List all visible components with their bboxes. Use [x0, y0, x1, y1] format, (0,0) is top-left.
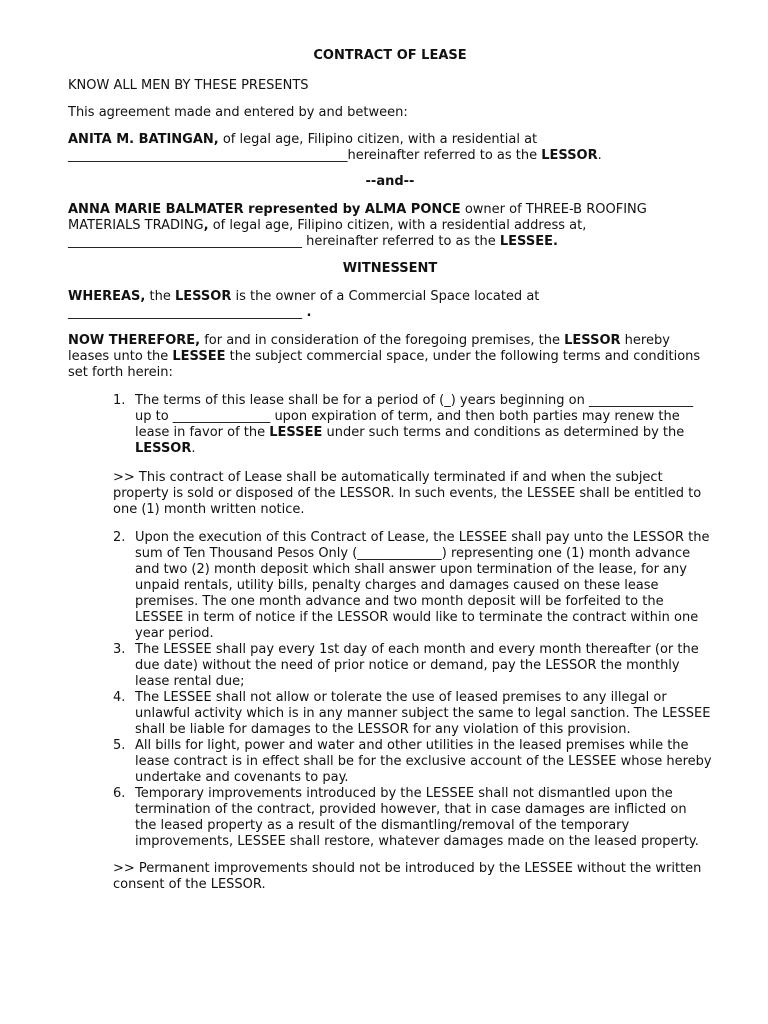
lessee-line2: of legal age, Filipino citizen, with a residential address at, — [208, 218, 587, 233]
now-therefore-lessor: LESSOR — [564, 333, 621, 348]
term-text: Upon the execution of this Contract of Lease, the LESSEE shall pay unto the LESSOR the sum of Ten Thousand Pesos Only (_____________) representing one (1) month advance and two (2) month deposit which shall answer upon termination of the lease, for any unpaid rentals, utility bills, penalty charges and damages caused on these lease premises. The one month advance and two month deposit will be forfeited to the LESSEE in term of notice if the LESSOR would like to terminate the contract within one year period. — [135, 530, 710, 641]
list-item — [68, 690, 712, 738]
terms-list-first — [68, 393, 712, 457]
and-separator-text: --and-- — [365, 174, 415, 189]
lessee-comma: , — [203, 218, 209, 233]
term-number: 6. — [113, 786, 126, 801]
now-therefore-paragraph — [68, 333, 712, 381]
permanent-improvements-note: >> Permanent improvements should not be introduced by the LESSEE without the written consent of the LESSOR. — [113, 861, 702, 892]
term-text: The LESSEE shall pay every 1st day of each month and every month thereafter (or the due date) without the need of prior notice or demand, pay the LESSOR the monthly lease rental due; — [135, 642, 699, 689]
lessee-party-paragraph — [68, 202, 712, 250]
term-text: Temporary improvements introduced by the LESSEE shall not dismantled upon the termination of the contract, provided however, that in case damages are inflicted on the leased property as a result of the dismantling/removal of the temporary improvements, LESSEE shall restore, whatever damages made on the leased property. — [135, 786, 699, 849]
term-text: The LESSEE shall not allow or tolerate the use of leased premises to any illegal or unlawful activity which is in any manner subject the same to legal sanction. The LESSEE shall be liable for damages to the LESSOR for any violation of this provision. — [135, 690, 711, 737]
lessor-end: . — [597, 148, 602, 163]
witnessent-text: WITNESSENT — [342, 261, 438, 276]
terms-list-second — [68, 530, 712, 850]
lessee-address-blank: ____________________________________ — [68, 234, 302, 249]
now-therefore-lessee: LESSEE — [172, 349, 226, 364]
lessee-role: LESSEE. — [499, 234, 558, 249]
list-item — [68, 530, 712, 642]
term1-text2: under such terms and conditions as determined by the — [322, 425, 685, 440]
intro-paragraph: This agreement made and entered by and between: — [68, 105, 408, 120]
witnessent-heading — [68, 261, 712, 277]
term-number: 2. — [113, 530, 126, 545]
term1-lessor: LESSOR — [135, 441, 192, 456]
whereas-paragraph — [68, 289, 712, 321]
whereas-text2: is the owner of a Commercial Space located at — [231, 289, 540, 304]
now-therefore-text3: the subject commercial space, under the following terms and conditions set forth herein: — [68, 349, 701, 380]
term-number: 1. — [113, 393, 126, 408]
now-therefore-text1: for and in consideration of the foregoing premises, the — [200, 333, 565, 348]
lessor-hereinafter: hereinafter referred to as the — [347, 148, 542, 163]
lessor-address-blank: ___________________________________________ — [68, 148, 348, 163]
term1-text1: The terms of this lease shall be for a period of (_) years beginning on ________________ up to _______________ upon expiration of term, and then both parties may renew the lease in favor of the — [135, 393, 693, 440]
termination-note: >> This contract of Lease shall be automatically terminated if and when the subject property is sold or disposed of the LESSOR. In such events, the LESSEE shall be entitled to one (1) month written notice. — [113, 470, 702, 517]
term-number: 5. — [113, 738, 126, 753]
know-all-line: KNOW ALL MEN BY THESE PRESENTS — [68, 78, 309, 93]
lessee-hereinafter: hereinafter referred to as the — [302, 234, 500, 249]
and-separator — [68, 174, 712, 190]
lessor-name: ANITA M. BATINGAN, — [68, 132, 219, 147]
now-therefore-text2: hereby leases unto the — [68, 333, 670, 364]
whereas-end: . — [302, 305, 312, 320]
list-item — [68, 738, 712, 786]
lessor-party-paragraph — [68, 132, 712, 164]
term1-lessee: LESSEE — [269, 425, 323, 440]
list-item — [68, 786, 712, 850]
term-number: 3. — [113, 642, 126, 657]
now-therefore-lead: NOW THEREFORE, — [68, 333, 201, 348]
lessee-company: MATERIALS TRADING — [68, 218, 204, 233]
lessee-line1: owner of THREE-B ROOFING — [460, 202, 647, 217]
lessor-role: LESSOR — [541, 148, 598, 163]
whereas-lead: WHEREAS, — [68, 289, 146, 304]
list-item — [68, 642, 712, 690]
whereas-blank: ____________________________________ — [68, 305, 302, 320]
whereas-lessor: LESSOR — [174, 289, 232, 304]
term1-end: . — [191, 441, 196, 456]
lessor-line1: of legal age, Filipino citizen, with a residential at — [218, 132, 538, 147]
term-text: All bills for light, power and water and other utilities in the leased premises while the lease contract is in effect shall be for the exclusive account of the LESSEE whose hereby undertake and covenants to pay. — [135, 738, 712, 785]
lessee-name: ANNA MARIE BALMATER represented by ALMA PONCE — [68, 202, 461, 217]
term-number: 4. — [113, 690, 126, 705]
document-title: CONTRACT OF LEASE — [313, 48, 467, 63]
whereas-text1: the — [145, 289, 175, 304]
list-item — [68, 393, 712, 457]
